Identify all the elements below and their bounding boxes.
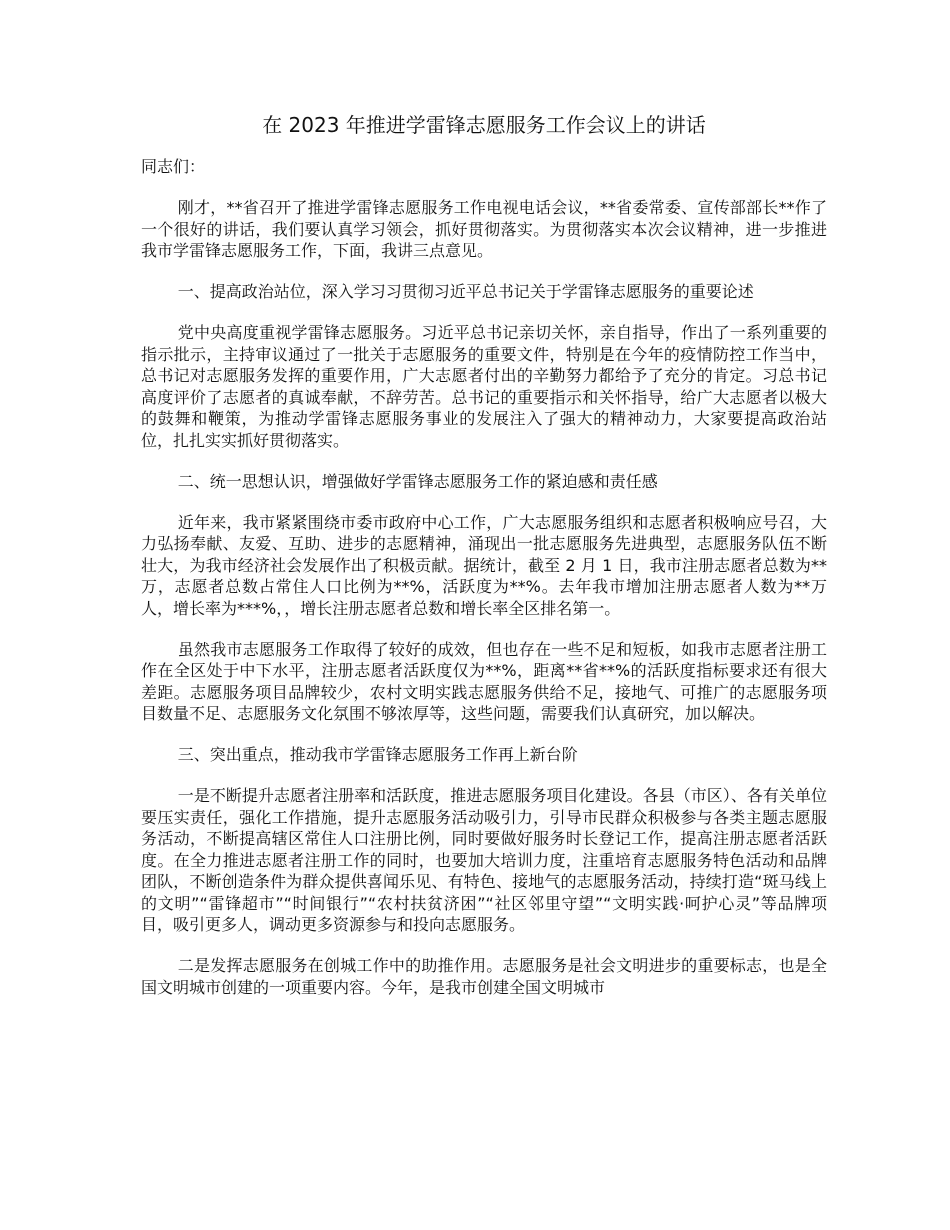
document-page	[141, 110, 827, 1018]
document-title: 在 2023 年推进学雷锋志愿服务工作会议上的讲话	[262, 113, 706, 137]
section-1-heading: 一、提高政治站位，深入学习习贯彻习近平总书记关于学雷锋志愿服务的重要论述	[177, 282, 754, 301]
section-2-paragraph-1: 近年来，我市紧紧围绕市委市政府中心工作，广大志愿服务组织和志愿者积极响应号召，大力弘扬奉献、友爱、互助、进步的志愿精神，涌现出一批志愿服务先进典型，志愿服务队伍不断壮大，为我市经济社会发展作出了积极贡献。据统计，截至 2 月 1 日，我市注册志愿者总数为**万，志愿者总数占常住人口比例为**%，活跃度为**%。去年我市增加注册志愿者人数为**万人，增长率为***%，，增长注册志愿者总数和增长率全区排名第一。	[141, 512, 827, 618]
section-3-paragraph-1: 一是不断提升志愿者注册率和活跃度，推进志愿服务项目化建设。各县（市区）、各有关单位要压实责任，强化工作措施，提升志愿服务活动吸引力，引导市民群众积极参与各类主题志愿服务活动，不断提高辖区常住人口注册比例，同时要做好服务时长登记工作，提高注册志愿者活跃度。在全力推进志愿者注册工作的同时，也要加大培训力度，注重培育志愿服务特色活动和品牌团队，不断创造条件为群众提供喜闻乐见、有特色、接地气的志愿服务活动，持续打造“斑马线上的文明”“雷锋超市”“时间银行”“农村扶贫济困”“社区邻里守望”“文明实践·呵护心灵”等品牌项目，吸引更多人，调动更多资源参与和投向志愿服务。	[141, 786, 827, 934]
section-2-paragraph-2: 虽然我市志愿服务工作取得了较好的成效，但也存在一些不足和短板，如我市志愿者注册工作在全区处于中下水平，注册志愿者活跃度仅为**%，距离**省**%的活跃度指标要求还有很大差距。志愿服务项目品牌较少，农村文明实践志愿服务供给不足，接地气、可推广的志愿服务项目数量不足、志愿服务文化氛围不够浓厚等，这些问题，需要我们认真研究，加以解决。	[141, 639, 827, 723]
section-1-paragraph: 党中央高度重视学雷锋志愿服务。习近平总书记亲切关怀，亲自指导，作出了一系列重要的指示批示，主持审议通过了一批关于志愿服务的重要文件，特别是在今年的疫情防控工作当中，总书记对志愿服务发挥的重要作用，广大志愿者付出的辛勤努力都给予了充分的肯定。习总书记高度评价了志愿者的真诚奉献，不辞劳苦。总书记的重要指示和关怀指导，给广大志愿者以极大的鼓舞和鞭策，为推动学雷锋志愿服务事业的发展注入了强大的精神动力，大家要提高政治站位，扎扎实实抓好贯彻落实。	[141, 323, 827, 450]
section-3-paragraph-2: 二是发挥志愿服务在创城工作中的助推作用。志愿服务是社会文明进步的重要标志，也是全国文明城市创建的一项重要内容。今年，是我市创建全国文明城市	[141, 956, 827, 997]
section-2-heading: 二、统一思想认识，增强做好学雷锋志愿服务工作的紧迫感和责任感	[177, 471, 658, 491]
section-3-heading: 三、突出重点，推动我市学雷锋志愿服务工作再上新台阶	[177, 745, 578, 764]
intro-paragraph: 刚才，**省召开了推进学雷锋志愿服务工作电视电话会议，**省委常委、宣传部部长**作了一个很好的讲话，我们要认真学习领会，抓好贯彻落实。为贯彻落实本次会议精神，进一步推进我市学雷锋志愿服务工作，下面，我讲三点意见。	[141, 198, 827, 260]
salutation: 同志们：	[141, 157, 206, 176]
